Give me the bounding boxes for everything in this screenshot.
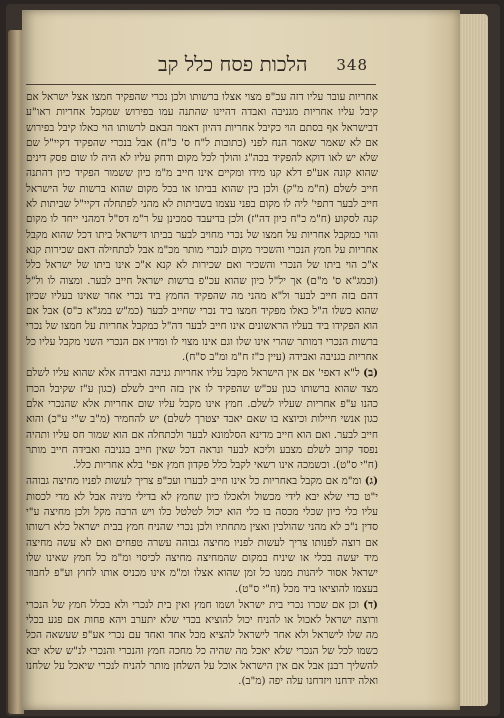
header-rule <box>26 84 376 85</box>
paragraph-4 <box>26 598 378 686</box>
paragraph-3-text: ומ"מ אם מקבל באחריות כל אינו חייב לבערו ועכ"פ צריך לעשות לפניו מחיצה גבוהה י"ט כדי שלא יבא לידי מכשול ולאכלו כיון שחמץ לא בדילי מיניה אבל לא מדי לכסות עליו כלי כיון שכלי מכסה בו כלי הוא יכול לטלטל כלו ויש הרבה מקל ולכן מחיצה ע"י סדין נ"כ לא מהני שהולכין ואצין מתחתיו ולכן נכרי שהניח חמץ בבית ישראל כלא רשותו אם רוצה לפנותו צריך לעשות לפניו מחיצה גבוהה עשרה טפחים ואם לא עשה מחיצה מיד יעשה בכלי או שיניח במקום שהמחיצה מחיצה לכיסוי ומ"מ כל חמץ שאינו שלו ישראל אסור ליהנות ממנו כל זמן שהוא אצלו ומ"מ אינו מכניס אותו לחוץ וע"פ לחבור בעצמו להוציאו ביד מכל (ח"י ס"ט). <box>26 475 378 595</box>
running-title: הלכות פסח כלל קב <box>158 52 308 76</box>
paragraph-2-label: (ב) <box>363 367 378 380</box>
paragraph-2-text: ל"א דאפי' אם אין הישראל מקבל עליו אחריות גניבה ואבידה אלא שהוא עליו לשלם מצד שהוא ברשותו כגון עכ"ש שהפקיד לו אין בזה חייב לשלם (כגון ע"ז שקיבל הכרז כהנו ע"פ אחריות שעליו לשלם. חמץ אינו מקבל עליו שום אחריות אלא שהנכרי אלם כגון אנשי חיילות וכיוצא בו שאם יאבד יצטרך לשלם) יש להחמיר (מ"ב ש"י ע"כ) והוא חייב לבער. ואם הוא חייב מדינא הסלמונא לבער ולכתחלה אם הוא שמור חס עליו ותהיה נפסד קרוב לשלם מצבע וליכא לבער ונראה דכל שאין חייב בגניבה ואבידה חייב מותר (ח"י ס"ט). וכשמכה אינו רשאי לקבל כלל פקדון חמץ אפי' בלא אחריות כלל. <box>26 367 378 472</box>
paragraph-1 <box>26 90 378 365</box>
body-text <box>26 90 378 686</box>
paragraph-4-text: וכן אם שכרו נכרי בית ישראל ושמו חמץ ואין בית לנכרי ולא בכלל חמץ של הנכרי ורוצה ישראל לאכול או להניח יכול להוציא בכדי שלא יתערב ויהא פחות אם פגע בכלי מה שלו לישראל ולא אחר לישראל להציא מכל אחד ואחד עם נכרי אע"פ שעשאה הכל כשמו לכל של הנכרי שלא יאכל מה שהיה כל מחכה חמץ והנכרי והנכרי לנ"ש שלא יבא להשליך רבנן אבל אם אין הישראל אוכל על השלחן מותר להניח לנכרי שיאכל על שלחנו ואלה ידחנו ויזדחנו עלה יפה (מ"ב). <box>26 598 378 686</box>
paragraph-3 <box>26 474 378 596</box>
page-header <box>28 52 368 82</box>
paragraph-1-text: אחריות עובר עליו דזה עכ"פ מצוי אצלו ברשותו ולכן נכרי שהפקיד חמצו אצל ישראל אם קיבל עליו אחריות מגניבה ואבדה דהיינו שהתנה עמו בפירוש שמקבל אחריות ראו"ע דבישראל אף בסתם הוי כקיבל אחריות דהיון דאמר הבאם לרשותו הוי כאלו קיבל בפירוש אם לא שאמר שאמר הנח לפני (כתובות ל"ח ס' כ"ח) אבל בנכרי שהפקיד דקיי"ל שם שלא יש לאו דוקא להפקיד בכה"ג והולך לכל מקום ודחק עליו לא היה לו שום פסק דינים שהוא קונה אע"פ דלא קנו מידו ומקיים אינו חייב מ"מ כיון ששמור הפקיד כיון דהתנה חייב לשלם (ח"מ מ"ק) ולכן בין שהוא בביתו או בכל מקום שהוא ברשות של הישראל חייב לבער דתפי' ליה לו מקום בפני עצמו בשביתות לא מהני לפתחלה דקיי"ל שביתות לא קנה לסקוע (ח"מ כ"ח כיון דה"ז) ולכן בדיעבד סמכינן על ר"מ דס"ל דמהני ייחד לו מקום והוי כמקבל אחריות על חמצו של נכרי מחויב לבער בביתו דישראל ביתו דכל שהוא מקבל אחריות על חמץ הנכרי והשכיר מקום לנכרי מותר מכ"מ אבל לכתחילה דאם שכירות קנא א"כ הוי ביתו של הנכרי והשכיר ואם שכירות לא קנא א"כ אינו ביתו של ישראל כלל (וכמג"א ס' מ"ם) אך יל"ל כיון שהוא עכ"פ ברשות ישראל חייב לבער. ומצוה לו ול"ל דהם בזה חייב לבער ול"א מהני מה שהפקיד החמץ ביד נכרי אחר שאינו בעליו שכיון שהוא כשלו ה"ל כאלו מפקיד חמצו ביד נכרי שחייב לבער (כמ"ש במג"א כ"ס) אבל אם הוא הפקידו ביד בעליו הראשונים אינו חייב לבער דה"ל כמקבל אחריות על חמצו של נכרי ברשות הנכרי דמותר שהרי אינו שלו וגם אינו מצוי לו ומדיו אם הנכרי השני מקבל עליו כל אחריות בגניבה ואבידה (עיין כ"ז ח"מ ומ"ב ס"ח). <box>26 91 378 364</box>
paragraph-4-label: (ד) <box>363 598 378 611</box>
paragraph-3-label: (ג) <box>364 475 378 488</box>
page-number: 348 <box>336 56 368 74</box>
paragraph-2 <box>26 366 378 473</box>
